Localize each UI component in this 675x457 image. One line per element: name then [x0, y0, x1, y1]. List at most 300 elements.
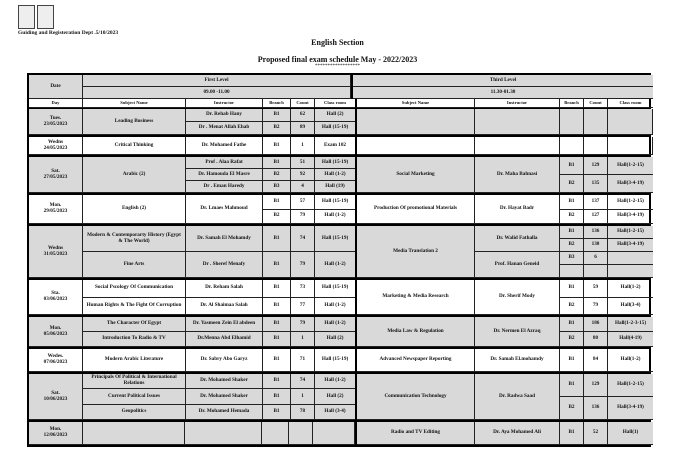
branch-row	[263, 109, 355, 122]
empty-cell	[584, 137, 608, 155]
branch-rows	[263, 405, 355, 420]
branch: B2	[560, 239, 584, 252]
date-cell	[29, 195, 83, 224]
subject-block	[357, 422, 653, 445]
exam-date: 31/05/2023	[43, 250, 68, 257]
branch-rows	[263, 195, 355, 224]
instructors	[186, 252, 355, 278]
instructor-name: Dr. Sabry Abo Garyz	[186, 349, 263, 372]
instructor-block	[186, 374, 355, 389]
branch-rows	[263, 317, 355, 332]
branch-rows	[263, 389, 355, 404]
instructor-name: Dr. Mohamed Shaker	[186, 389, 263, 404]
day-row	[29, 374, 649, 422]
branch: B1	[263, 252, 291, 278]
branch-row	[560, 317, 653, 332]
day-name: Mon.	[49, 426, 62, 433]
empty-cell	[357, 109, 475, 135]
date-cell	[29, 226, 83, 278]
class-room: Hall (1-2)	[315, 252, 355, 278]
branch-row	[263, 181, 355, 193]
date-header: Date	[29, 75, 83, 99]
class-room	[608, 252, 653, 265]
column-header: Subject Name	[357, 99, 475, 108]
column-header: Count	[584, 99, 608, 108]
branch: B1	[263, 280, 291, 298]
instructor-name: Prof. Hanan Geneid	[475, 252, 560, 278]
right-level-cell	[357, 195, 653, 224]
branch: B2	[560, 397, 584, 420]
branch-row	[560, 280, 653, 298]
left-level-cell	[83, 422, 357, 445]
day-name: Sat.	[51, 389, 60, 396]
day-row	[29, 157, 649, 195]
instructor-name: Dr. Hayat Badr	[475, 195, 560, 224]
third-level-header: Third Level	[353, 75, 653, 87]
instructor-name: Dr. Walid Fathalla	[475, 226, 560, 252]
instructor-name: Dr. Mohamed Shaker	[186, 374, 263, 389]
instructors	[186, 109, 355, 135]
branch-rows	[263, 349, 355, 372]
instructors	[475, 422, 653, 445]
first-level-time: 09.00 -11.00	[83, 87, 351, 99]
instructor-block	[186, 349, 355, 372]
count	[584, 265, 608, 278]
count: 186	[584, 317, 608, 332]
instructor-name: Dr. Samah El.mohamdy	[475, 349, 560, 372]
instructor-block	[186, 137, 355, 155]
count: 79	[584, 298, 608, 316]
subject-name: Geopolitics	[83, 405, 186, 420]
branch-row	[263, 122, 355, 135]
subject-name: Arabic (2)	[83, 157, 186, 193]
branch	[560, 265, 584, 278]
instructors	[475, 317, 653, 347]
subject-name: Social Marketing	[357, 157, 475, 193]
instructor-name: Dr . Menat Allah Ehab	[186, 122, 263, 135]
class-room: Hall(3-4-19)	[608, 397, 653, 420]
instructors	[475, 280, 653, 315]
subject-name: Communication Technology	[357, 374, 475, 420]
branch-rows	[263, 181, 355, 193]
schedule-body	[29, 109, 649, 445]
branch-row	[560, 239, 653, 252]
instructors	[475, 157, 653, 193]
class-room: Hall (2)	[315, 389, 355, 404]
instructor-block	[186, 169, 355, 181]
instructor-name: Dr. Reham Salah	[186, 280, 263, 298]
class-room: Hall (1-2)	[315, 210, 355, 225]
instructor-block	[475, 252, 653, 278]
branch-row	[263, 169, 355, 181]
instructor-block	[475, 157, 653, 193]
class-room: Hall(3-4-19)	[608, 175, 653, 193]
class-room: Hall (1-2)	[315, 317, 355, 332]
count: 52	[584, 422, 608, 445]
instructors	[186, 226, 355, 252]
count: 84	[584, 349, 608, 372]
instructor-block	[186, 280, 355, 298]
branch-rows	[560, 374, 653, 420]
instructors	[475, 374, 653, 420]
instructor-name: Dr. Mohamed Fathe	[186, 137, 263, 155]
branch-row	[560, 332, 653, 347]
column-header: Count	[291, 99, 315, 108]
level-header	[29, 75, 649, 99]
subject-name: Modern & Contemporarty History (Egypt & The World)	[83, 226, 186, 252]
class-room: Hall (15-19)	[315, 349, 355, 372]
day-row	[29, 317, 649, 349]
class-room: Hall(3-4)	[608, 298, 653, 316]
instructors	[475, 226, 653, 278]
subject-name: Critical Thinking	[83, 137, 186, 155]
subject-name: Principals Of Political & International Relations	[83, 374, 186, 389]
branch: B1	[263, 374, 291, 389]
branch-rows	[560, 317, 653, 347]
exam-date: 07/06/2023	[43, 359, 68, 365]
column-header: Day	[29, 99, 83, 108]
section-title: English Section	[311, 38, 364, 47]
branch-row	[560, 265, 653, 278]
subject-block	[83, 389, 355, 404]
university-seal-logo	[37, 5, 54, 29]
branch-rows	[263, 280, 355, 298]
instructor-name: Prof . Alaa Rafat	[186, 157, 263, 169]
instructors	[186, 374, 355, 389]
branch-row	[560, 397, 653, 420]
count: 4	[291, 181, 315, 193]
instructor-block	[186, 405, 355, 420]
branch-row	[263, 195, 355, 210]
exam-date: 03/06/2023	[43, 296, 68, 302]
date-cell	[29, 422, 83, 445]
empty-cell	[560, 109, 584, 135]
subject-block	[83, 195, 355, 224]
department-line: Guiding and Registeration Dept .5/10/2023	[18, 30, 119, 36]
subject-name: Modern Arabic Literature	[83, 349, 186, 372]
instructor-block	[186, 109, 355, 122]
branch-rows	[560, 280, 653, 315]
branch: B2	[560, 332, 584, 347]
subject-name: The Character Of Egypt	[83, 317, 186, 332]
column-header: Class room	[608, 99, 653, 108]
count: 136	[584, 226, 608, 239]
right-level-cell	[357, 280, 653, 315]
date-cell	[29, 109, 83, 135]
instructor-block	[475, 317, 653, 347]
subject-name: Media Law & Regulation	[357, 317, 475, 347]
right-level-cell	[357, 109, 653, 135]
day-row	[29, 137, 649, 157]
subject-block	[83, 349, 355, 372]
subject-block	[357, 195, 653, 224]
exam-schedule-table	[27, 73, 651, 447]
class-room: Hall(3-4-19)	[608, 210, 653, 225]
branch-row	[263, 210, 355, 225]
instructor-block	[186, 332, 355, 347]
instructors	[186, 157, 355, 193]
branch: B1	[560, 422, 584, 445]
instructors	[186, 389, 355, 404]
branch-rows	[263, 226, 355, 252]
branch-rows	[263, 298, 355, 316]
day-row	[29, 280, 649, 317]
branch: B1	[263, 298, 291, 316]
count: 137	[584, 195, 608, 210]
class-room: Hall (2)	[315, 332, 355, 347]
class-room	[608, 265, 653, 278]
branch-row	[560, 210, 653, 225]
subject-name: Production Of promotional Materials	[357, 195, 475, 224]
date-cell	[29, 374, 83, 420]
day-row	[29, 349, 649, 374]
branch-row	[560, 374, 653, 397]
subject-name: Fine Arts	[83, 252, 186, 278]
class-room: Hall (15-19)	[315, 195, 355, 210]
instructors	[186, 332, 355, 347]
left-level-cell	[83, 349, 357, 372]
empty-cell	[357, 137, 475, 155]
empty-cell	[313, 422, 355, 445]
branch: B2	[263, 122, 291, 135]
count: 79	[291, 210, 315, 225]
branch: B1	[263, 317, 291, 332]
instructor-block	[186, 317, 355, 332]
subject-name: English (2)	[83, 195, 186, 224]
branch-row	[263, 349, 355, 372]
branch-rows	[560, 422, 653, 445]
class-room: Hall (15-19)	[315, 157, 355, 169]
instructors	[186, 298, 355, 316]
day-name: Sat.	[51, 167, 60, 174]
class-room: Hall(1-2)	[608, 280, 653, 298]
date-cell	[29, 157, 83, 193]
day-name: Mon.	[49, 324, 62, 331]
count: 129	[584, 157, 608, 175]
instructors	[186, 280, 355, 298]
left-level-cell	[83, 374, 357, 420]
instructor-block	[186, 181, 355, 193]
branch-rows	[263, 137, 355, 155]
date-cell	[29, 280, 83, 315]
instructors	[186, 405, 355, 420]
class-room: Hall(1-2-15)	[608, 226, 653, 239]
subject-block	[83, 109, 355, 135]
subject-block	[83, 317, 355, 332]
exam-date: 29/05/2023	[43, 208, 68, 214]
count: 129	[584, 374, 608, 397]
empty-cell	[475, 109, 560, 135]
branch: B1	[560, 280, 584, 298]
branch: B1	[263, 157, 291, 169]
branch-row	[560, 349, 653, 372]
instructor-name: Dr . Sheref Menafy	[186, 252, 263, 278]
left-level-cell	[83, 157, 357, 193]
right-level-cell	[357, 374, 653, 420]
branch-rows	[560, 349, 653, 372]
empty-cell	[475, 137, 560, 155]
branch: B1	[263, 137, 291, 155]
branch-row	[263, 252, 355, 278]
subject-block	[83, 332, 355, 347]
branch-rows	[560, 252, 653, 278]
count: 135	[584, 175, 608, 193]
subject-name: Human Rights & The Fight Of Corruption	[83, 298, 186, 316]
instructor-block	[186, 226, 355, 252]
day-name: Sta.	[51, 290, 60, 297]
count: 1	[291, 332, 315, 347]
exam-date: 10/06/2023	[43, 395, 68, 402]
third-level-time: 11.30-01.30	[353, 87, 653, 99]
instructor-block	[475, 280, 653, 315]
branch: B1	[263, 405, 291, 420]
class-room: Hall(3-4-19)	[608, 239, 653, 252]
right-level-cell	[357, 317, 653, 347]
subject-block	[83, 157, 355, 193]
branch: B1	[263, 332, 291, 347]
subject-block	[357, 374, 653, 420]
instructor-block	[475, 349, 653, 372]
left-level-cell	[83, 280, 357, 315]
count: 130	[584, 239, 608, 252]
instructor-name: Dr. Hamouda El Masre	[186, 169, 263, 181]
branch-rows	[263, 252, 355, 278]
class-room: Hall(1)	[608, 422, 653, 445]
count: 73	[291, 280, 315, 298]
count: 6	[584, 252, 608, 265]
branch: B1	[263, 349, 291, 372]
title-underline-stars: ******************	[315, 64, 360, 69]
branch-rows	[560, 157, 653, 193]
instructor-name: Dr. Al Shaimaa Salah	[186, 298, 263, 316]
exam-date: 24/05/2023	[43, 144, 68, 151]
branch-row	[560, 175, 653, 193]
class-room: Hall (1-2)	[315, 374, 355, 389]
instructor-name: Dr. Samah El Mohamdy	[186, 226, 263, 252]
instructor-block	[186, 298, 355, 316]
instructor-block	[475, 195, 653, 224]
class-room: Hall (2)	[315, 109, 355, 122]
subject-block	[83, 226, 355, 252]
count: 57	[291, 195, 315, 210]
branch: B3	[263, 181, 291, 193]
count: 77	[291, 298, 315, 316]
right-level-cell	[357, 137, 653, 155]
subject-name: Advanced Newspaper Reporting	[357, 349, 475, 372]
exam-date: 05/06/2023	[43, 330, 68, 337]
left-level-cell	[83, 195, 357, 224]
branch: B1	[263, 109, 291, 122]
instructors	[475, 349, 653, 372]
document-title: Proposed final exam schedule May - 2022/2023	[257, 55, 418, 64]
instructor-block	[186, 195, 355, 224]
subject-block	[357, 317, 653, 347]
branch: B2	[560, 175, 584, 193]
instructors	[186, 317, 355, 332]
branch: B1	[263, 195, 291, 210]
subject-block	[83, 374, 355, 389]
instructor-name: Dr. Sherif Mody	[475, 280, 560, 315]
subject-block	[357, 226, 653, 278]
instructor-block	[186, 157, 355, 169]
branch-row	[263, 298, 355, 316]
subject-name: Leading Business	[83, 109, 186, 135]
instructor-block	[475, 226, 653, 252]
branch-rows	[263, 374, 355, 389]
subject-block	[357, 349, 653, 372]
branch-rows	[263, 332, 355, 347]
day-name: Tues.	[49, 114, 62, 121]
branch-row	[560, 252, 653, 265]
instructors	[186, 349, 355, 372]
subject-block	[83, 405, 355, 420]
count: 74	[291, 374, 315, 389]
branch-rows	[263, 109, 355, 122]
instructor-name: Dr. Yasmeen Zein El abdeen	[186, 317, 263, 332]
empty-cell	[289, 422, 313, 445]
exam-date: 27/05/2023	[43, 173, 68, 180]
empty-row	[357, 137, 653, 155]
branch-row	[560, 422, 653, 445]
count: 74	[291, 226, 315, 252]
right-level-cell	[357, 226, 653, 278]
class-room: Hall(1-2)	[608, 349, 653, 372]
first-level-header: First Level	[83, 75, 351, 87]
subject-block	[83, 280, 355, 298]
branch-row	[263, 226, 355, 252]
branch: B1	[560, 349, 584, 372]
exam-date: 12/06/2023	[43, 432, 68, 438]
class-room: Hall(1-2-15)	[608, 157, 653, 175]
instructors	[186, 195, 355, 224]
branch: B2	[560, 210, 584, 225]
count: 59	[584, 280, 608, 298]
empty-cell	[83, 422, 185, 445]
count: 79	[291, 317, 315, 332]
branch-row	[560, 298, 653, 316]
class-room: Hall(1-2-15)	[608, 374, 653, 397]
left-level-cell	[83, 109, 357, 135]
class-room: Hall(1-2-3-15)	[608, 317, 653, 332]
branch-rows	[560, 226, 653, 252]
column-header: Instructor	[186, 99, 263, 108]
date-cell	[29, 349, 83, 372]
date-cell	[29, 317, 83, 347]
column-header: Class room	[315, 99, 357, 108]
branch-row	[263, 280, 355, 298]
day-row	[29, 422, 649, 445]
empty-cell	[560, 137, 584, 155]
instructor-block	[186, 389, 355, 404]
empty-cell	[584, 109, 608, 135]
empty-cell	[608, 137, 653, 155]
column-header: Instructor	[475, 99, 560, 108]
branch: B1	[560, 157, 584, 175]
branch-row	[263, 137, 355, 155]
left-level-cell	[83, 317, 357, 347]
instructor-name: Dr . Eman Haredy	[186, 181, 263, 193]
empty-row	[357, 109, 653, 135]
date-cell	[29, 137, 83, 155]
left-level-cell	[83, 226, 357, 278]
instructor-block	[475, 422, 653, 445]
instructor-name: Dr. Lmaes Mahmoud	[186, 195, 263, 224]
subject-name: Marketing & Media Research	[357, 280, 475, 315]
branch-row	[560, 157, 653, 175]
branch-row	[263, 317, 355, 332]
branch-row	[263, 405, 355, 420]
day-row	[29, 195, 649, 226]
